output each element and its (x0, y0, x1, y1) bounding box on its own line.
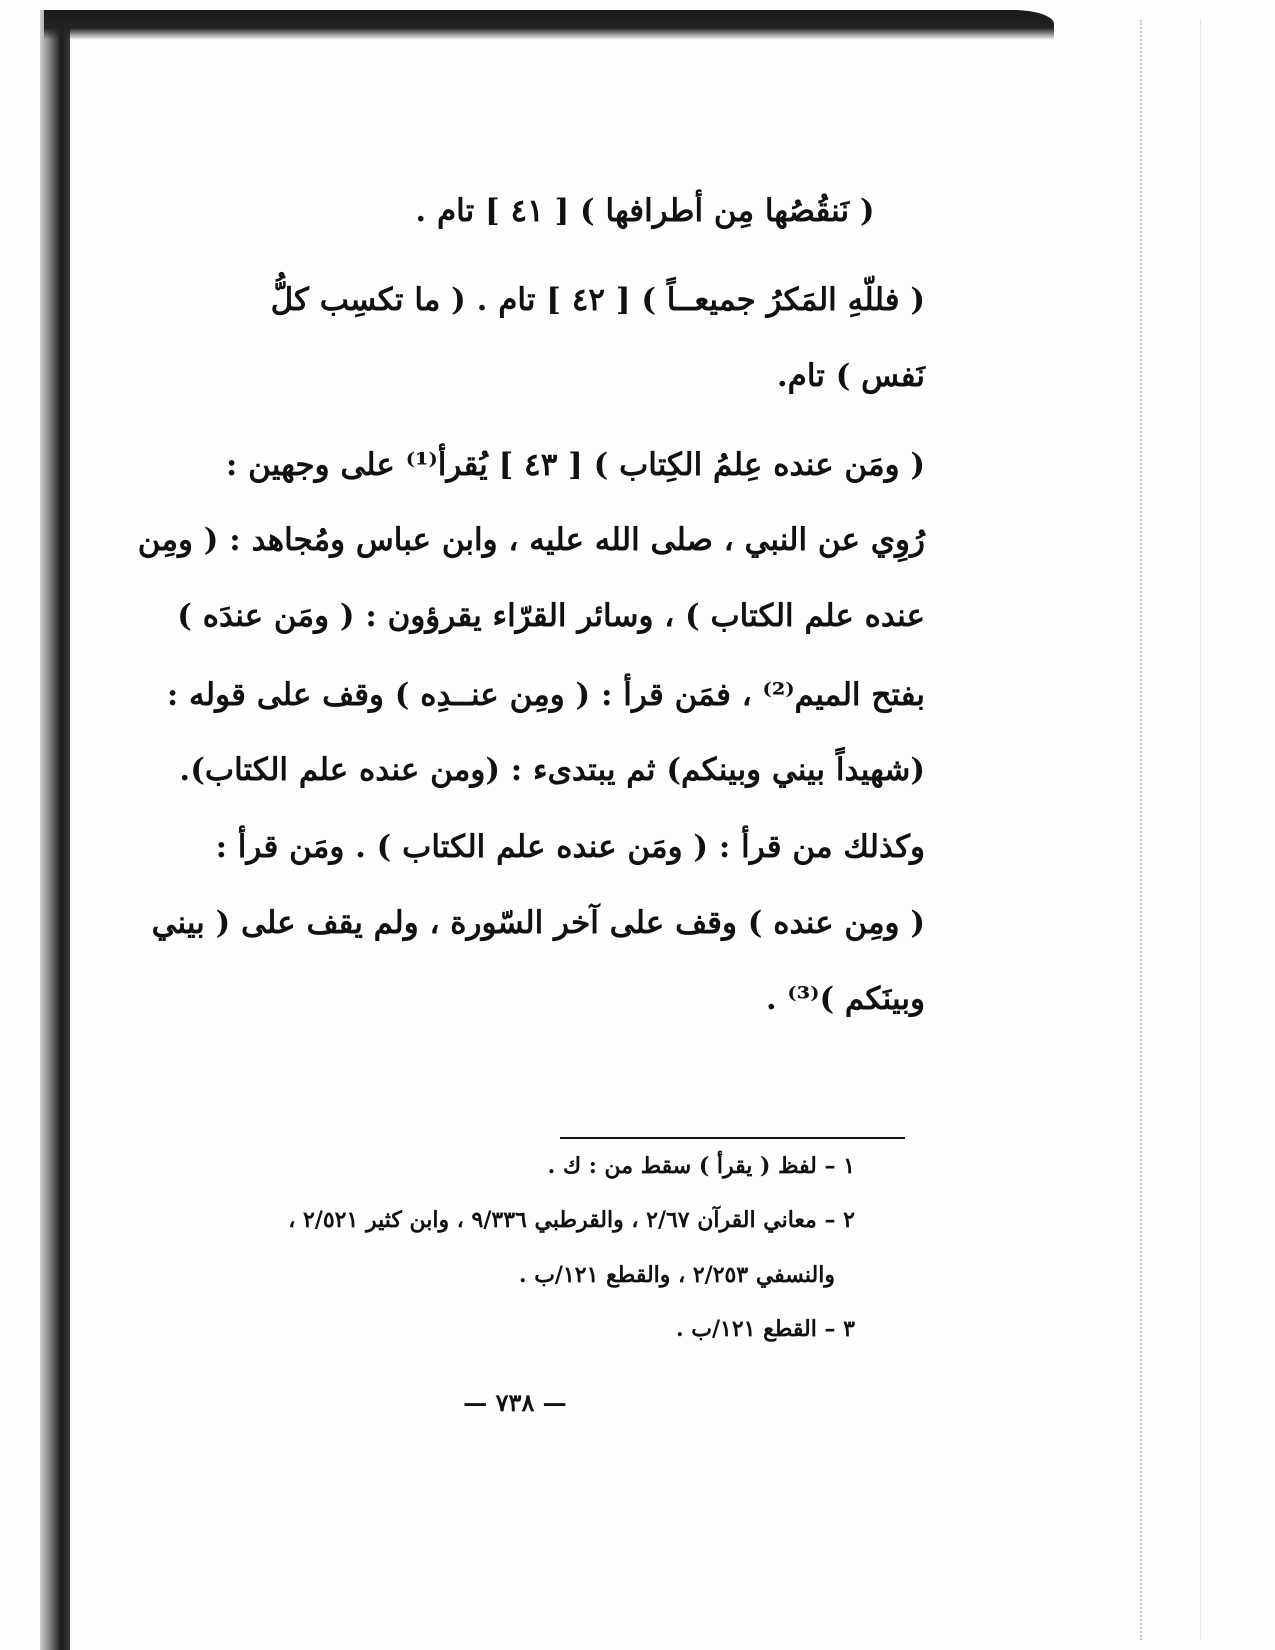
page-number: — ٧٣٨ — (463, 1388, 567, 1417)
text-line-2: ( فللّهِ المَكرُ جميعــاً ) [ ٤٢ ] تام . ( ما تكسِب كلُّ (270, 282, 925, 318)
right-scan-edge-outer (1200, 20, 1203, 1640)
text-line-11: وبينَكم )⁽³⁾ . (765, 981, 925, 1017)
footnote-1: ١ – لفظ ( يقرأ ) سقط من : ك . (547, 1153, 855, 1179)
text-line-5: رُوِي عن النبي ، صلى الله عليه ، وابن عباس ومُجاهد : ( ومِن (137, 522, 925, 558)
text-line-1: ( نَنقُصُها مِن أطرافها ) [ ٤١ ] تام . (415, 193, 875, 229)
footnote-separator (560, 1137, 905, 1139)
text-line-8: (شهيداً بيني وبينكم) ثم يبتدىء : (ومن عنده علم الكتاب). (179, 752, 925, 788)
footnote-3: ٣ – القطع ١٢١/ب . (675, 1316, 855, 1342)
text-line-6: عنده علم الكتاب ) ، وسائر القرّاء يقرؤون : ( ومَن عندَه ) (177, 598, 925, 634)
footnote-2-continued: والنسفي ٢/٢٥٣ ، والقطع ١٢١/ب . (518, 1262, 835, 1288)
right-scan-edge (1140, 20, 1144, 1640)
text-line-9: وكذلك من قرأ : ( ومَن عنده علم الكتاب ) . ومَن قرأ : (215, 829, 925, 865)
text-line-4: ( ومَن عنده عِلمُ الكِتاب ) [ ٤٣ ] يُقرأ⁽¹⁾ على وجهين : (225, 447, 925, 483)
binding-edge (40, 10, 70, 1650)
text-line-7: بفتح الميم⁽²⁾ ، فمَن قرأ : ( ومِن عنــدِه ) وقف على قوله : (166, 677, 925, 713)
text-line-10: ( ومِن عنده ) وقف على آخر السّورة ، ولم يقف على ( بيني (151, 905, 925, 941)
footnote-2: ٢ – معاني القرآن ٢/٦٧ ، والقرطبي ٩/٣٣٦ ، وابن كثير ٢/٥٢١ ، (288, 1207, 855, 1233)
top-scan-shadow (44, 10, 1054, 40)
text-line-3: نَفس ) تام. (776, 358, 925, 394)
